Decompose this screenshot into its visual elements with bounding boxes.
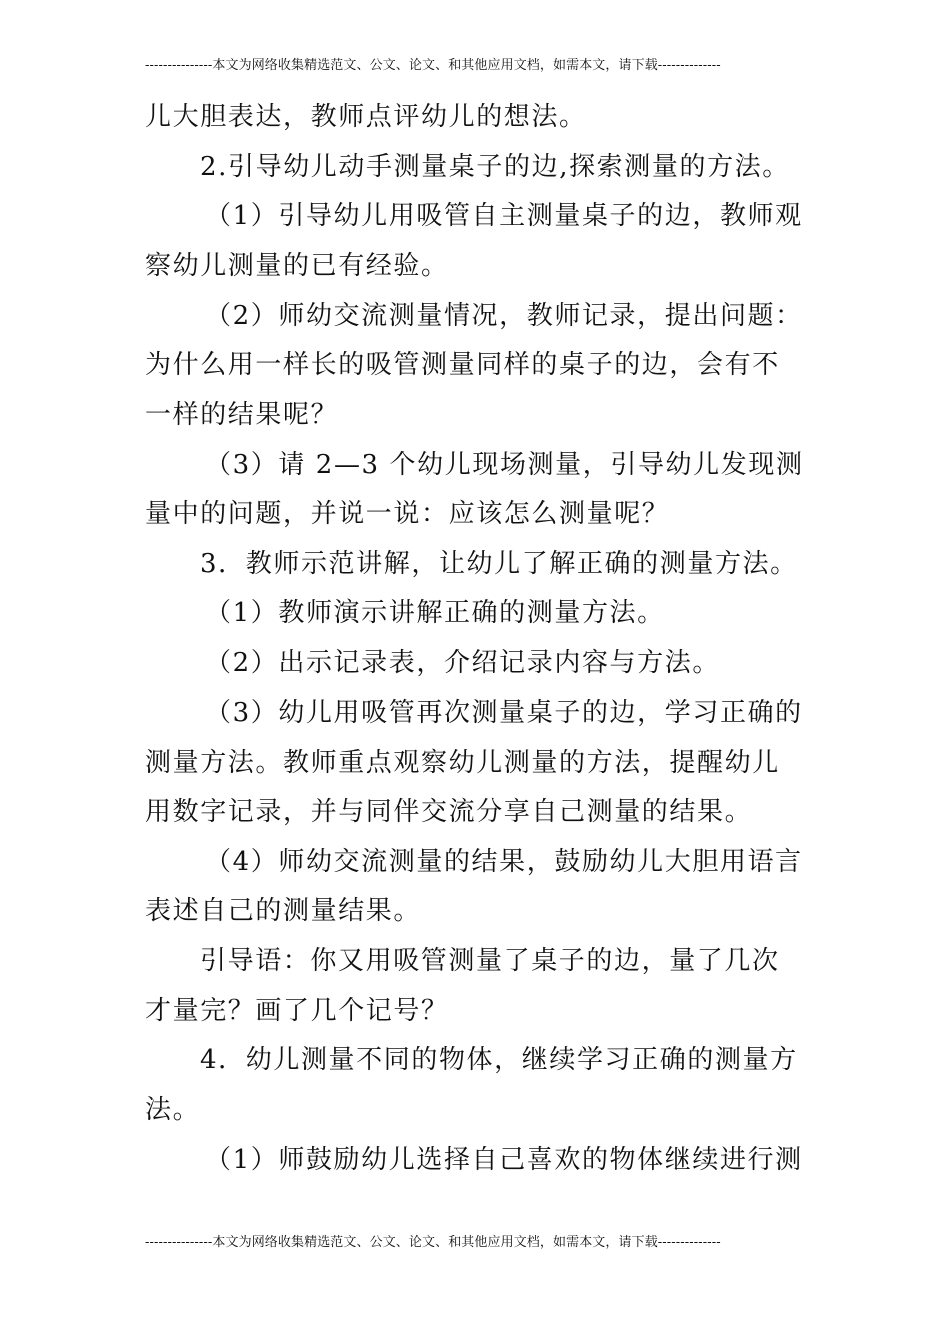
header-download-note: ---------------本文为网络收集精选范文、公文、论文、和其他应用文档，如需本文，请下载--------------	[145, 58, 721, 73]
text-line-11: （1）教师演示讲解正确的测量方法。	[205, 598, 665, 628]
text-line-17: 表述自己的测量结果。	[145, 896, 422, 926]
text-line-6: 为什么用一样长的吸管测量同样的桌子的边，会有不	[145, 350, 780, 380]
text-line-19: 才量完？画了几个记号？	[145, 996, 449, 1026]
text-line-14: 测量方法。教师重点观察幼儿测量的方法，提醒幼儿	[145, 748, 780, 778]
text-line-12: （2）出示记录表，介绍记录内容与方法。	[205, 648, 720, 678]
text-line-9: 量中的问题，并说一说：应该怎么测量呢？	[145, 499, 670, 529]
text-line-20: 4．幼儿测量不同的物体，继续学习正确的测量方	[200, 1045, 798, 1075]
text-line-22: （1）师鼓励幼儿选择自己喜欢的物体继续进行测	[205, 1145, 803, 1175]
text-line-18: 引导语：你又用吸管测量了桌子的边，量了几次	[200, 946, 780, 976]
text-line-10: 3．教师示范讲解，让幼儿了解正确的测量方法。	[200, 549, 798, 579]
text-line-8: （3）请 2—3 个幼儿现场测量，引导幼儿发现测	[205, 450, 804, 480]
text-line-1: 儿大胆表达，教师点评幼儿的想法。	[145, 102, 587, 132]
text-line-5: （2）师幼交流测量情况，教师记录，提出问题：	[205, 301, 803, 331]
text-line-13: （3）幼儿用吸管再次测量桌子的边，学习正确的	[205, 698, 803, 728]
text-line-21: 法。	[145, 1095, 201, 1125]
footer-download-note: ---------------本文为网络收集精选范文、公文、论文、和其他应用文档，如需本文，请下载--------------	[145, 1235, 721, 1250]
text-line-16: （4）师幼交流测量的结果，鼓励幼儿大胆用语言	[205, 847, 803, 877]
text-line-2: 2.引导幼儿动手测量桌子的边,探索测量的方法。	[200, 152, 790, 182]
text-line-4: 察幼儿测量的已有经验。	[145, 251, 449, 281]
text-line-3: （1）引导幼儿用吸管自主测量桌子的边，教师观	[205, 201, 803, 231]
text-line-7: 一样的结果呢？	[145, 400, 339, 430]
text-line-15: 用数字记录，并与同伴交流分享自己测量的结果。	[145, 797, 753, 827]
